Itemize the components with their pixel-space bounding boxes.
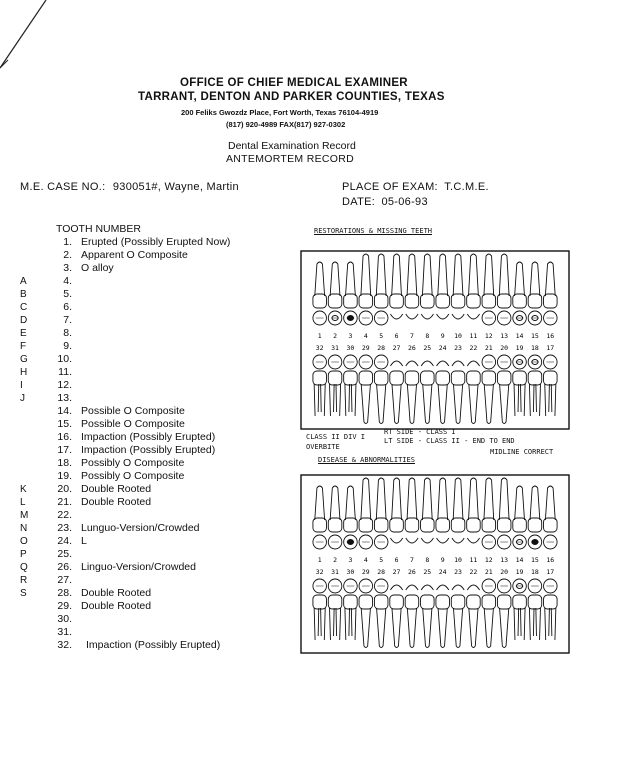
tooth-row xyxy=(0,613,300,626)
tooth-finding: Possibly O Composite xyxy=(81,457,185,469)
lower-tooth-number: 26 xyxy=(408,568,416,576)
date-label: DATE: xyxy=(342,196,376,208)
lower-tooth-number: 30 xyxy=(346,568,355,576)
lower-tooth-number: 23 xyxy=(454,568,462,576)
tooth-number: 16. xyxy=(57,431,72,443)
tooth-number: 4. xyxy=(63,275,72,287)
tooth-letter: D xyxy=(20,315,28,326)
lower-tooth xyxy=(344,579,358,640)
lower-tooth xyxy=(405,361,419,424)
tooth-number: 15. xyxy=(57,418,72,430)
lower-tooth xyxy=(528,579,542,640)
lower-tooth-number: 17 xyxy=(546,568,555,576)
upper-tooth xyxy=(482,254,496,325)
tooth-row xyxy=(0,574,300,587)
tooth-finding: Lunguo-Version/Crowded xyxy=(81,522,200,534)
tooth-row xyxy=(0,379,300,392)
upper-tooth-number: 13 xyxy=(500,332,509,340)
tooth-finding: Double Rooted xyxy=(81,600,152,612)
tooth-row xyxy=(0,457,300,470)
tooth-finding: L xyxy=(81,535,87,547)
tooth-number: 14. xyxy=(57,405,72,417)
upper-tooth xyxy=(405,478,419,543)
lower-tooth-number: 26 xyxy=(408,344,416,352)
lower-tooth-number: 27 xyxy=(392,568,401,576)
upper-tooth-number: 1 xyxy=(317,332,322,340)
upper-tooth xyxy=(328,486,342,549)
exam-date xyxy=(342,196,428,208)
tooth-finding: Possible O Composite xyxy=(81,405,185,417)
page-corner-fold xyxy=(0,0,60,80)
tooth-number: 31. xyxy=(57,626,72,638)
upper-tooth-number: 7 xyxy=(409,556,414,564)
lower-tooth-number: 31 xyxy=(331,568,339,576)
tooth-row xyxy=(0,470,300,483)
tooth-number: 12. xyxy=(57,379,72,391)
lower-tooth-number: 19 xyxy=(515,344,524,352)
tooth-finding: Erupted (Possibly Erupted Now) xyxy=(81,236,231,248)
record-type: Dental Examination Record xyxy=(228,140,356,152)
tooth-number: 20. xyxy=(57,483,72,495)
upper-tooth xyxy=(436,254,450,319)
tooth-finding: Double Rooted xyxy=(81,587,152,599)
upper-tooth-number: 2 xyxy=(333,332,338,340)
upper-tooth xyxy=(497,478,511,549)
lower-tooth xyxy=(421,585,435,648)
tooth-letter: P xyxy=(20,549,27,560)
lower-tooth-number: 25 xyxy=(423,568,432,576)
tooth-row xyxy=(0,353,300,366)
upper-tooth-number: 12 xyxy=(484,332,493,340)
tooth-row xyxy=(0,288,300,301)
lower-tooth-number: 30 xyxy=(346,344,355,352)
lower-tooth-number: 17 xyxy=(546,344,555,352)
upper-tooth-number: 9 xyxy=(440,556,445,564)
tooth-letter: J xyxy=(20,393,25,404)
note-overbite: OVERBITE xyxy=(306,443,340,451)
tooth-row xyxy=(0,340,300,353)
tooth-number: 29. xyxy=(57,600,72,612)
upper-tooth xyxy=(482,478,496,549)
note-midline: MIDLINE CORRECT xyxy=(490,448,554,456)
upper-tooth-number: 12 xyxy=(484,556,493,564)
note-class-div: CLASS II DIV I xyxy=(306,433,366,441)
tooth-letter: H xyxy=(20,367,28,378)
tooth-number: 8. xyxy=(63,327,72,339)
tooth-number: 28. xyxy=(57,587,72,599)
office-title: OFFICE OF CHIEF MEDICAL EXAMINER xyxy=(180,77,408,89)
tooth-letter: E xyxy=(20,328,27,339)
tooth-number: 1. xyxy=(63,236,72,248)
tooth-row xyxy=(0,548,300,561)
upper-tooth-number: 13 xyxy=(500,556,509,564)
upper-tooth-number: 2 xyxy=(333,556,338,564)
lower-tooth-number: 27 xyxy=(392,344,401,352)
chart-frame xyxy=(301,251,569,429)
lower-tooth-number: 28 xyxy=(377,344,386,352)
lower-tooth-number: 32 xyxy=(315,568,324,576)
tooth-letter: N xyxy=(20,523,28,534)
place-of-exam xyxy=(342,181,489,193)
tooth-row xyxy=(0,496,300,509)
lower-tooth xyxy=(390,361,404,424)
restoration-mark xyxy=(347,540,353,545)
upper-tooth-number: 14 xyxy=(515,332,524,340)
lower-tooth-number: 32 xyxy=(315,344,324,352)
tooth-number: 13. xyxy=(57,392,72,404)
upper-tooth xyxy=(436,478,450,543)
tooth-letter: O xyxy=(20,536,28,547)
lower-tooth xyxy=(497,579,511,648)
lower-tooth xyxy=(328,579,342,640)
upper-tooth xyxy=(313,486,327,549)
case-number xyxy=(20,181,239,193)
tooth-row xyxy=(0,236,300,249)
lower-tooth xyxy=(328,355,342,416)
upper-tooth-number: 1 xyxy=(317,556,322,564)
upper-tooth-number: 3 xyxy=(348,332,353,340)
tooth-finding: Linguo-Version/Crowded xyxy=(81,561,196,573)
tooth-number: 5. xyxy=(63,288,72,300)
tooth-finding: Apparent O Composite xyxy=(81,249,188,261)
lower-tooth xyxy=(359,355,373,424)
lower-tooth-number: 25 xyxy=(423,344,432,352)
lower-tooth xyxy=(451,585,465,648)
tooth-number: 10. xyxy=(57,353,72,365)
chart-frame xyxy=(301,475,569,653)
upper-tooth-number: 9 xyxy=(440,332,445,340)
tooth-number: 27. xyxy=(57,574,72,586)
tooth-number: 32. xyxy=(57,639,72,651)
tooth-row xyxy=(0,392,300,405)
lower-tooth xyxy=(436,585,450,648)
tooth-finding: Double Rooted xyxy=(81,496,152,508)
lower-tooth-number: 24 xyxy=(438,344,447,352)
upper-tooth-number: 8 xyxy=(425,556,430,564)
tooth-row xyxy=(0,366,300,379)
tooth-number: 19. xyxy=(57,470,72,482)
phone-line: (817) 920-4989 FAX(817) 927-0302 xyxy=(226,120,346,129)
tooth-row xyxy=(0,483,300,496)
upper-tooth xyxy=(544,486,558,549)
case-label: M.E. CASE NO.: xyxy=(20,181,106,193)
tooth-letter: S xyxy=(20,588,27,599)
counties-title: TARRANT, DENTON AND PARKER COUNTIES, TEXAS xyxy=(138,91,445,103)
upper-tooth xyxy=(390,254,404,319)
tooth-letter: I xyxy=(20,380,23,391)
tooth-number: 9. xyxy=(63,340,72,352)
lower-tooth xyxy=(467,585,481,648)
upper-tooth xyxy=(390,478,404,543)
lower-tooth xyxy=(436,361,450,424)
tooth-row xyxy=(0,639,300,652)
restoration-mark xyxy=(532,540,538,545)
upper-tooth xyxy=(421,254,435,319)
tooth-row xyxy=(0,509,300,522)
upper-tooth-number: 4 xyxy=(363,556,368,564)
tooth-number: 24. xyxy=(57,535,72,547)
upper-tooth xyxy=(467,478,481,543)
upper-tooth-number: 11 xyxy=(469,332,478,340)
tooth-row xyxy=(0,327,300,340)
tooth-row xyxy=(0,535,300,548)
tooth-letter: K xyxy=(20,484,27,495)
tooth-row xyxy=(0,262,300,275)
lower-tooth-number: 20 xyxy=(500,344,509,352)
upper-tooth xyxy=(405,254,419,319)
lower-tooth-number: 18 xyxy=(531,344,539,352)
upper-tooth-number: 5 xyxy=(379,332,384,340)
upper-tooth xyxy=(467,254,481,319)
lower-tooth-number: 24 xyxy=(438,568,447,576)
upper-tooth xyxy=(451,478,465,543)
tooth-number: 11. xyxy=(58,366,72,378)
tooth-row xyxy=(0,301,300,314)
upper-tooth-number: 8 xyxy=(425,332,430,340)
upper-tooth xyxy=(497,254,511,325)
tooth-finding: Possible O Composite xyxy=(81,418,185,430)
tooth-number: 25. xyxy=(57,548,72,560)
upper-tooth-number: 3 xyxy=(348,556,353,564)
upper-tooth xyxy=(544,262,558,325)
tooth-number: 21. xyxy=(57,496,72,508)
tooth-number: 6. xyxy=(63,301,72,313)
tooth-row xyxy=(0,275,300,288)
case-value: 930051#, Wayne, Martin xyxy=(112,181,239,193)
tooth-number: 2. xyxy=(63,249,72,261)
tooth-finding: Impaction (Possibly Erupted) xyxy=(81,431,216,443)
lower-tooth xyxy=(467,361,481,424)
note-rt-side: RT SIDE - CLASS I xyxy=(384,428,456,436)
upper-tooth xyxy=(451,254,465,319)
lower-tooth-number: 20 xyxy=(500,568,509,576)
upper-tooth xyxy=(374,254,388,325)
upper-tooth xyxy=(313,262,327,325)
place-label: PLACE OF EXAM: xyxy=(342,181,438,193)
upper-tooth-number: 11 xyxy=(469,556,478,564)
upper-tooth-number: 15 xyxy=(531,332,539,340)
restoration-mark xyxy=(347,316,353,321)
lower-tooth xyxy=(374,355,388,424)
tooth-number: 22. xyxy=(57,509,72,521)
lower-tooth xyxy=(482,579,496,648)
tooth-letter: M xyxy=(20,510,29,521)
tooth-letter: C xyxy=(20,302,28,313)
tooth-letter: Q xyxy=(20,562,28,573)
lower-tooth xyxy=(482,355,496,424)
lower-tooth-number: 18 xyxy=(531,568,539,576)
tooth-number-header: TOOTH NUMBER xyxy=(56,223,141,235)
tooth-row xyxy=(0,314,300,327)
tooth-number: 26. xyxy=(57,561,72,573)
lower-tooth-number: 23 xyxy=(454,344,462,352)
lower-tooth-number: 29 xyxy=(361,344,370,352)
tooth-row xyxy=(0,249,300,262)
tooth-row xyxy=(0,431,300,444)
tooth-letter: F xyxy=(20,341,27,352)
upper-tooth-number: 16 xyxy=(546,332,555,340)
tooth-letter: R xyxy=(20,575,28,586)
tooth-letter: G xyxy=(20,354,28,365)
lower-tooth xyxy=(313,355,327,416)
lower-tooth xyxy=(497,355,511,424)
tooth-row xyxy=(0,600,300,613)
tooth-letter: B xyxy=(20,289,27,300)
lower-tooth xyxy=(313,579,327,640)
lower-tooth-number: 19 xyxy=(515,568,524,576)
tooth-row xyxy=(0,561,300,574)
tooth-row xyxy=(0,444,300,457)
lower-tooth xyxy=(359,579,373,648)
tooth-row xyxy=(0,522,300,535)
tooth-finding: Double Rooted xyxy=(81,483,152,495)
upper-tooth-number: 5 xyxy=(379,556,384,564)
lower-tooth-number: 31 xyxy=(331,344,339,352)
lower-tooth-number: 22 xyxy=(469,344,478,352)
lower-tooth-number: 28 xyxy=(377,568,386,576)
tooth-number: 7. xyxy=(63,314,72,326)
record-title: ANTEMORTEM RECORD xyxy=(226,153,354,165)
upper-tooth-number: 14 xyxy=(515,556,524,564)
tooth-number: 18. xyxy=(57,457,72,469)
restorations-title: RESTORATIONS & MISSING TEETH xyxy=(314,227,433,235)
tooth-number: 17. xyxy=(57,444,72,456)
lower-tooth xyxy=(405,585,419,648)
upper-tooth-number: 4 xyxy=(363,332,368,340)
upper-tooth-number: 6 xyxy=(394,556,399,564)
lower-tooth xyxy=(544,579,558,640)
tooth-letter: A xyxy=(20,276,27,287)
tooth-finding: Impaction (Possibly Erupted) xyxy=(81,444,216,456)
date-value: 05-06-93 xyxy=(381,196,428,208)
upper-tooth-number: 7 xyxy=(409,332,414,340)
tooth-row xyxy=(0,626,300,639)
lower-tooth xyxy=(390,585,404,648)
tooth-finding: Impaction (Possibly Erupted) xyxy=(86,639,221,651)
lower-tooth xyxy=(544,355,558,416)
place-value: T.C.M.E. xyxy=(444,181,489,193)
tooth-row xyxy=(0,587,300,600)
upper-tooth-number: 10 xyxy=(454,332,462,340)
tooth-number: 30. xyxy=(57,613,72,625)
disease-dental-chart xyxy=(300,474,570,654)
upper-tooth xyxy=(359,254,373,325)
lower-tooth xyxy=(421,361,435,424)
upper-tooth xyxy=(374,478,388,549)
upper-tooth xyxy=(359,478,373,549)
lower-tooth xyxy=(344,355,358,416)
lower-tooth-number: 21 xyxy=(484,568,493,576)
tooth-row xyxy=(0,418,300,431)
tooth-finding: O alloy xyxy=(81,262,114,274)
lower-tooth xyxy=(451,361,465,424)
upper-tooth-number: 6 xyxy=(394,332,399,340)
lower-tooth-number: 21 xyxy=(484,344,493,352)
address-line: 200 Feliks Gwozdz Place, Fort Worth, Texas 76104-4919 xyxy=(181,108,379,117)
note-lt-side: LT SIDE - CLASS II - END TO END xyxy=(384,437,515,445)
tooth-finding: Possibly O Composite xyxy=(81,470,185,482)
lower-tooth-number: 29 xyxy=(361,568,370,576)
tooth-letter: L xyxy=(20,497,26,508)
restorations-dental-chart xyxy=(300,250,570,430)
upper-tooth xyxy=(421,478,435,543)
upper-tooth-number: 16 xyxy=(546,556,555,564)
lower-tooth-number: 22 xyxy=(469,568,478,576)
tooth-row xyxy=(0,405,300,418)
upper-tooth-number: 10 xyxy=(454,556,462,564)
tooth-number: 23. xyxy=(57,522,72,534)
upper-tooth-number: 15 xyxy=(531,556,539,564)
disease-title: DISEASE & ABNORMALITIES xyxy=(318,456,415,464)
lower-tooth xyxy=(374,579,388,648)
tooth-number: 3. xyxy=(63,262,72,274)
